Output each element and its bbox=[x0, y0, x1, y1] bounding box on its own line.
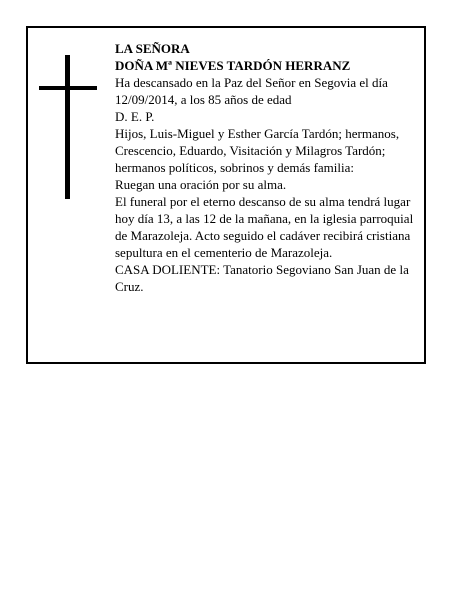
funeral-details: El funeral por el eterno descanso de su alma tendrá lugar hoy día 13, a las 12 de la mañana, en la iglesia parroquial de Marazoleja. Acto seguido el cadáver recibirá cristiana sepultura en el cementerio de Marazoleja. bbox=[115, 194, 414, 260]
family-list: Hijos, Luis-Miguel y Esther García Tardón; hermanos, Crescencio, Eduardo, Visitación y Milagros Tardón; hermanos políticos, sobrinos y demás familia: bbox=[115, 126, 400, 175]
dep-abbreviation: D. E. P. bbox=[115, 109, 155, 124]
prayer-request: Ruegan una oración por su alma. bbox=[115, 177, 287, 192]
cross-icon bbox=[39, 55, 97, 199]
death-announcement: Ha descansado en la Paz del Señor en Segovia el día 12/09/2014, a los 85 años de edad bbox=[115, 75, 388, 107]
deceased-name: DOÑA Mª NIEVES TARDÓN HERRANZ bbox=[115, 58, 351, 73]
notice-text bbox=[115, 40, 418, 295]
cross-horizontal-bar bbox=[39, 86, 97, 90]
heading-title: LA SEÑORA bbox=[115, 41, 190, 56]
mourning-house: CASA DOLIENTE: Tanatorio Segoviano San Juan de la Cruz. bbox=[115, 262, 409, 294]
obituary-notice bbox=[26, 26, 426, 364]
cross-vertical-bar bbox=[65, 55, 70, 199]
